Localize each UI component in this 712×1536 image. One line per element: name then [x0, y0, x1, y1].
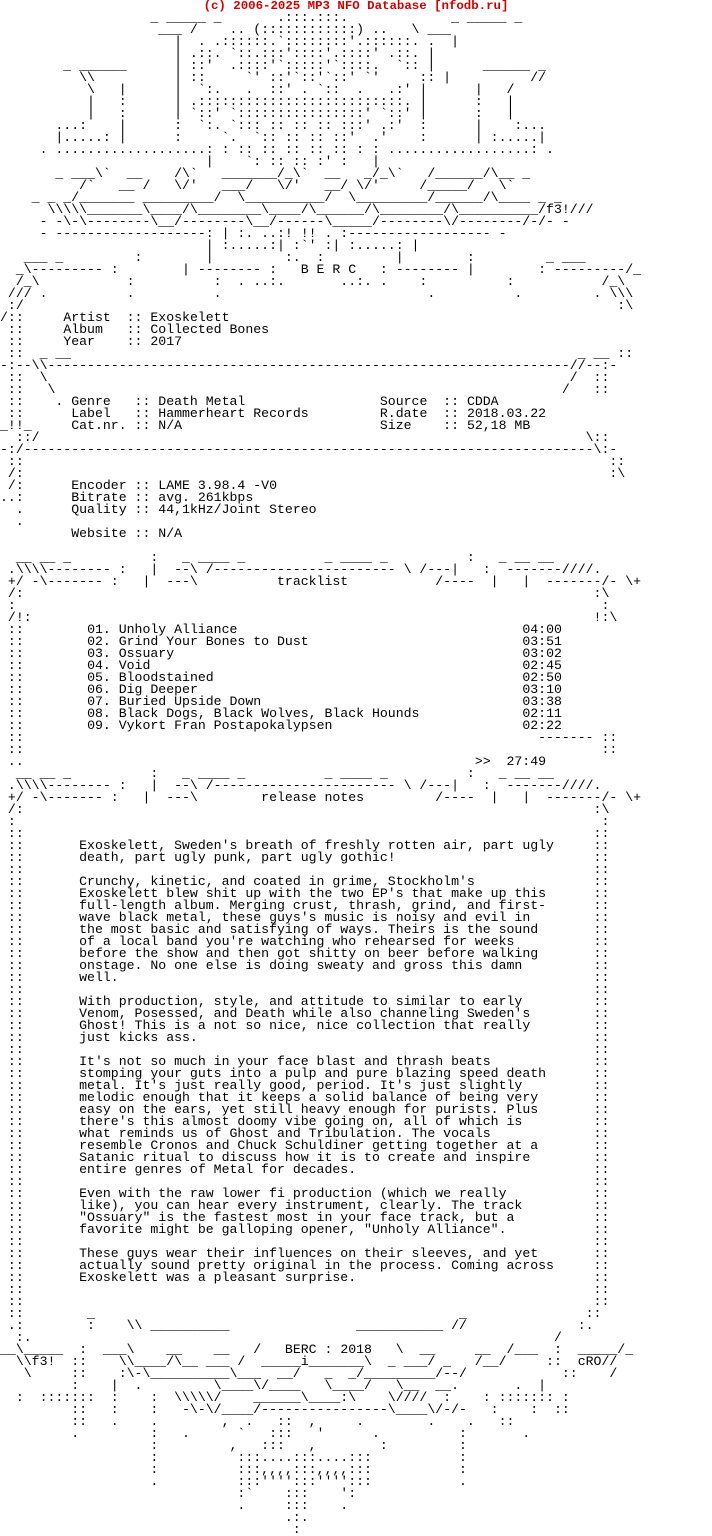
notes-line: what reminds us of Ghost and Tribulation. The vocals — [79, 1126, 578, 1141]
notes-line: "Ossuary" is the fastest most in your face track, but a — [79, 1210, 578, 1225]
notes-line: full-length album. Merging crust, thrash, grind, and first- — [79, 898, 578, 913]
notes-line: With production, style, and attitude to similar to early — [79, 994, 578, 1009]
notes-line: before the show and then got shitty on beer before walking — [79, 946, 578, 961]
notes-line: actually sound pretty original in the process. Coming across — [79, 1258, 578, 1273]
rdate: 2018.03.22 — [466, 406, 547, 421]
notes-line: resemble Cronos and Chuck Schuldiner getting together at a — [79, 1138, 578, 1153]
track-time: 02:45 — [522, 658, 562, 673]
track-time: 04:00 — [522, 622, 562, 637]
notes-line: onstage. No one else is doing sweaty and gross this damn — [79, 958, 578, 973]
total-time: 27:49 — [506, 754, 547, 769]
track-title: Ossuary — [118, 646, 523, 661]
encoder: LAME 3.98.4 -V0 — [158, 478, 277, 493]
track-no: 02. — [87, 634, 119, 649]
notes-line: well. — [79, 970, 578, 985]
track-title: Vykort Fran Postapokalypsen — [118, 718, 523, 733]
track-title: Unholy Alliance — [118, 622, 523, 637]
notes-line: death, part ugly punk, part ugly gothic! — [79, 850, 578, 865]
track-no: 04. — [87, 658, 119, 673]
notes-line: stomping your guts into a pulp and pure blazing speed death — [79, 1066, 578, 1081]
notes-line: metal. It's just really good, period. It's just slightly — [79, 1078, 578, 1093]
track-time: 02:11 — [522, 706, 562, 721]
genre: Death Metal — [158, 394, 380, 409]
size: 52,18 MB — [466, 418, 531, 433]
album: Collected Bones — [150, 322, 270, 337]
notes-line: Even with the raw lower fi production (which we really — [79, 1186, 578, 1201]
notes-line: It's not so much in your face blast and thrash beats — [79, 1054, 578, 1069]
track-time: 03:38 — [522, 694, 562, 709]
website: N/A — [158, 526, 183, 541]
year: 2017 — [150, 334, 183, 349]
track-time: 03:51 — [522, 634, 562, 649]
notes-line: Crunchy, kinetic, and coated in grime, Stockholm's — [79, 874, 578, 889]
footer-group: BERC — [284, 1342, 317, 1357]
year-label: Year :: — [63, 334, 151, 349]
notes-line: Exoskelett, Sweden's breath of freshly rotten air, part ugly — [79, 838, 578, 853]
notes-line: Exoskelett was a pleasant surprise. — [79, 1270, 578, 1285]
track-title: Bloodstained — [118, 670, 523, 685]
track-no: 03. — [87, 646, 119, 661]
notes-line: melodic enough that it keeps a solid balance of being very — [79, 1090, 578, 1105]
notes-line: the most basic and satisfying of ways. Theirs is the sound — [79, 922, 578, 937]
artist-label: Artist :: — [63, 310, 151, 325]
track-time: 02:22 — [522, 718, 562, 733]
quality: 44,1kHz/Joint Stereo — [158, 502, 317, 517]
tracklist-title: tracklist — [221, 574, 412, 589]
track-time: 02:50 — [522, 670, 562, 685]
notes-line: entire genres of Metal for decades. — [79, 1162, 578, 1177]
track-no: 06. — [87, 682, 119, 697]
track-time: 03:02 — [522, 646, 562, 661]
track-no: 07. — [87, 694, 119, 709]
track-no: 05. — [87, 670, 119, 685]
album-label: Album :: — [63, 322, 151, 337]
track-no: 09. — [87, 718, 119, 733]
notes-line: Exoskelett blew shit up with the two EP's that make up this — [79, 886, 578, 901]
track-no: 08. — [87, 706, 119, 721]
catnr: N/A — [158, 418, 380, 433]
sig-right: cRO — [577, 1354, 602, 1369]
notes-title: release notes — [221, 790, 412, 805]
track-title: Black Dogs, Black Wolves, Black Hounds — [118, 706, 523, 721]
track-time: 03:10 — [522, 682, 562, 697]
track-title: Buried Upside Down — [118, 694, 523, 709]
track-title: Grind Your Bones to Dust — [118, 634, 523, 649]
notes-line: These guys wear their influences on their sleeves, and yet — [79, 1246, 578, 1261]
notes-line: there's this almost doomy vibe going on, all of which is — [79, 1114, 578, 1129]
notes-line: Venom, Posessed, and Death while also channeling Sweden's — [79, 1006, 578, 1021]
notes-line: easy on the ears, yet still heavy enough for purists. Plus — [79, 1102, 578, 1117]
label: Hammerheart Records — [158, 406, 380, 421]
source: CDDA — [466, 394, 499, 409]
track-title: Void — [118, 658, 523, 673]
notes-line: Satanic ritual to discuss how it is to create and inspire — [79, 1150, 578, 1165]
notes-line: like), you can hear every instrument, clearly. The track — [79, 1198, 578, 1213]
notes-line: just kicks ass. — [79, 1030, 578, 1045]
notes-line: favorite might be galloping opener, "Unholy Alliance". — [79, 1222, 578, 1237]
footer-year: 2018 — [340, 1342, 372, 1357]
nfo-ascii-body: _ _____ _ .:::.:::. _ _____ _ ___ / .. (::::::::::::) .. \ ___ | . .::::::.`::::::::'.::::::. . | | .::. `::.:::'::::'.::::' .::. | _ ______ | ::' .::::'`:::::'`::::. `:: | ______ _ \\ | :: `' ::'`::'`::' `' :: | // \ | | `:. . ::' . `:: . .:' | | / | : | .::::::::::::::::::::::::::. | : | | : | `::' `::::::::::::::::' `::' | : | ...: | : `:. `::: :: :: :: :::' .:' : | :... |.....: | : `. `:: :: :: ::' .' : | :.....| . ...................: : :: :: :: :: :: : : ..................: . | `: :: :: :' : | _ ___\` __ /\` _______/_\` __ _/_\` /______/\__ _ /` __ / \/' ___/ \/' __/ \/' /_____/ \` _ _ _/_______ _________/ \__________/ \_________/______/\____ _ _ \\\\\_______\____/\________\____/\______/\________/\__________/f3!/// - -\-\--------\__/--------\__/------\_____/--------\/--------/-/- - - -------------------: | :. ..:! !! . :------------------ - | :.....:| :`' :| :.....: | ___ _ : | :. : | : _ ___ _\--------- : | -------- : B E R C : -------- | : ---------/_ /_\ : : . ..:. ..:. . : : /_\ /// . . . . . . \\\ :/ :\ /:: Artist :: Exoskelett :: Album :: Collected Bones :: Year :: 2017 :: _ __ _ __ :: -:--\\------------------------------------------------------------------//--:- :: \ / :: :: \ / :: :: . Genre :: Death Metal Source :: CDDA :: Label :: Hammerheart Records R.date :: 2018.03.22 _!!_ Cat.nr. :: N/A Size :: 52,18 MB ::/ \:: -:/------------------------------------------------------------------------\:- :: :: /: :\ /: Encoder :: LAME 3.98.4 -V0 ..: Bitrate :: avg. 261kbps . Quality :: 44,1kHz/Joint Stereo . Website :: N/A __ __ _ : _ ____ _ _ ____ _ : _ __ __ .\\\\-------- : | --\ /----------------------- \ /---| : -------////. +/ -\------- : | ---\ tracklist /---- | | -------/- \+ /: :\ : : /!: !:\ :: 01. Unholy Alliance 04:00 :: 02. Grind Your Bones to Dust 03:51 :: 03. Ossuary 03:02 :: 04. Void 02:45 :: 05. Bloodstained 02:50 :: 06. Dig Deeper 03:10 :: 07. Buried Upside Down 03:38 :: 08. Black Dogs, Black Wolves, Black Hounds 02:11 :: 09. Vykort Fran Postapokalypsen 02:22 :: ------- :: :: :: .. >> 27:49 __ __ _ : _ ____ _ _ ____ _ : _ __ __ .\\\\-------- : | --\ /----------------------- \ /---| : -------////. +/ -\------- : | ---\ release notes /---- | | -------/- \+ /: :\ : : :: :: :: Exoskelett, Sweden's breath of freshly rotten air, part ugly :: :: death, part ugly punk, part ugly gothic! :: :: :: :: Crunchy, kinetic, and coated in grime, Stockholm's :: :: Exoskelett blew shit up with the two EP's that make up this :: :: full-length album. Merging crust, thrash, grind, and first- :: :: wave black metal, these guys's music is noisy and evil in :: :: the most basic and satisfying of ways. Theirs is the sound :: :: of a local band you're watching who rehearsed for weeks :: :: before the show and then got shitty on beer before walking :: :: onstage. No one else is doing sweaty and gross this damn :: :: well. :: :: :: :: With production, style, and attitude to similar to early :: :: Venom, Posessed, and Death while also channeling Sweden's :: :: Ghost! This is a not so nice, nice collection that really :: :: just kicks ass. :: :: :: :: It's not so much in your face blast and thrash beats :: :: stomping your guts into a pulp and pure blazing speed death :: :: metal. It's just really good, period. It's just slightly :: :: melodic enough that it keeps a solid balance of being very :: :: easy on the ears, yet still heavy enough for purists. Plus :: :: there's this almost doomy vibe going on, all of which is :: :: what reminds us of Ghost and Tribulation. The vocals :: :: resemble Cronos and Chuck Schuldiner getting together at a :: :: Satanic ritual to discuss how it is to create and inspire :: :: entire genres of Metal for decades. :: :: :: :: Even with the raw lower fi production (which we really :: :: like), you can hear every instrument, clearly. The track :: :: "Ossuary" is the fastest most in your face track, but a :: :: favorite might be galloping opener, "Unholy Alliance". :: :: :: :: These guys wear their influences on their sleeves, and yet :: :: actually sound pretty original in the process. Coming across :: :: Exoskelett was a pleasant surprise. :: :: :: :: :: :: _ _ :: .: : \\ __________ ___________ // :. :. / __\_____ : ___\ __ __ / BERC : 2018 \ __ __ /___ : _____/_ \\f3! :: \\____/\__ ___ / _____i_______\ _ ___/ _ /__/ :: cRO// \ :: :\-\__________\___ __/ _ _/_________/--/ :: / : | . \____\/____ \____/ \__ __. . | : ::::::: : : \\\\\/ ______\____:\ \//// : : ::::::: : :: : : -\-\/____/----------------\____\/-/- : : :: :: . . , . :: , . . . :: . : . ` ::: ' . : . : , ::: , : : : :::....:::....::: : : :::,,,,:::,,,,::: : . :::'''':::''''::: . :` ::: ': . ::: . .:. : — [0, 12, 642, 1536]
track-no: 01. — [87, 622, 119, 637]
notes-line: Ghost! This is a not so nice, nice collection that really — [79, 1018, 578, 1033]
sig-left: f3! — [31, 1354, 56, 1369]
notes-line: of a local band you're watching who rehearsed for weeks — [79, 934, 578, 949]
track-title: Dig Deeper — [118, 682, 523, 697]
notes-line: wave black metal, these guys's music is noisy and evil in — [79, 910, 578, 925]
bitrate: avg. 261kbps — [158, 490, 254, 505]
site-header: (c) 2006-2025 MP3 NFO Database [nfodb.ru] — [203, 0, 509, 13]
artist: Exoskelett — [150, 310, 230, 325]
